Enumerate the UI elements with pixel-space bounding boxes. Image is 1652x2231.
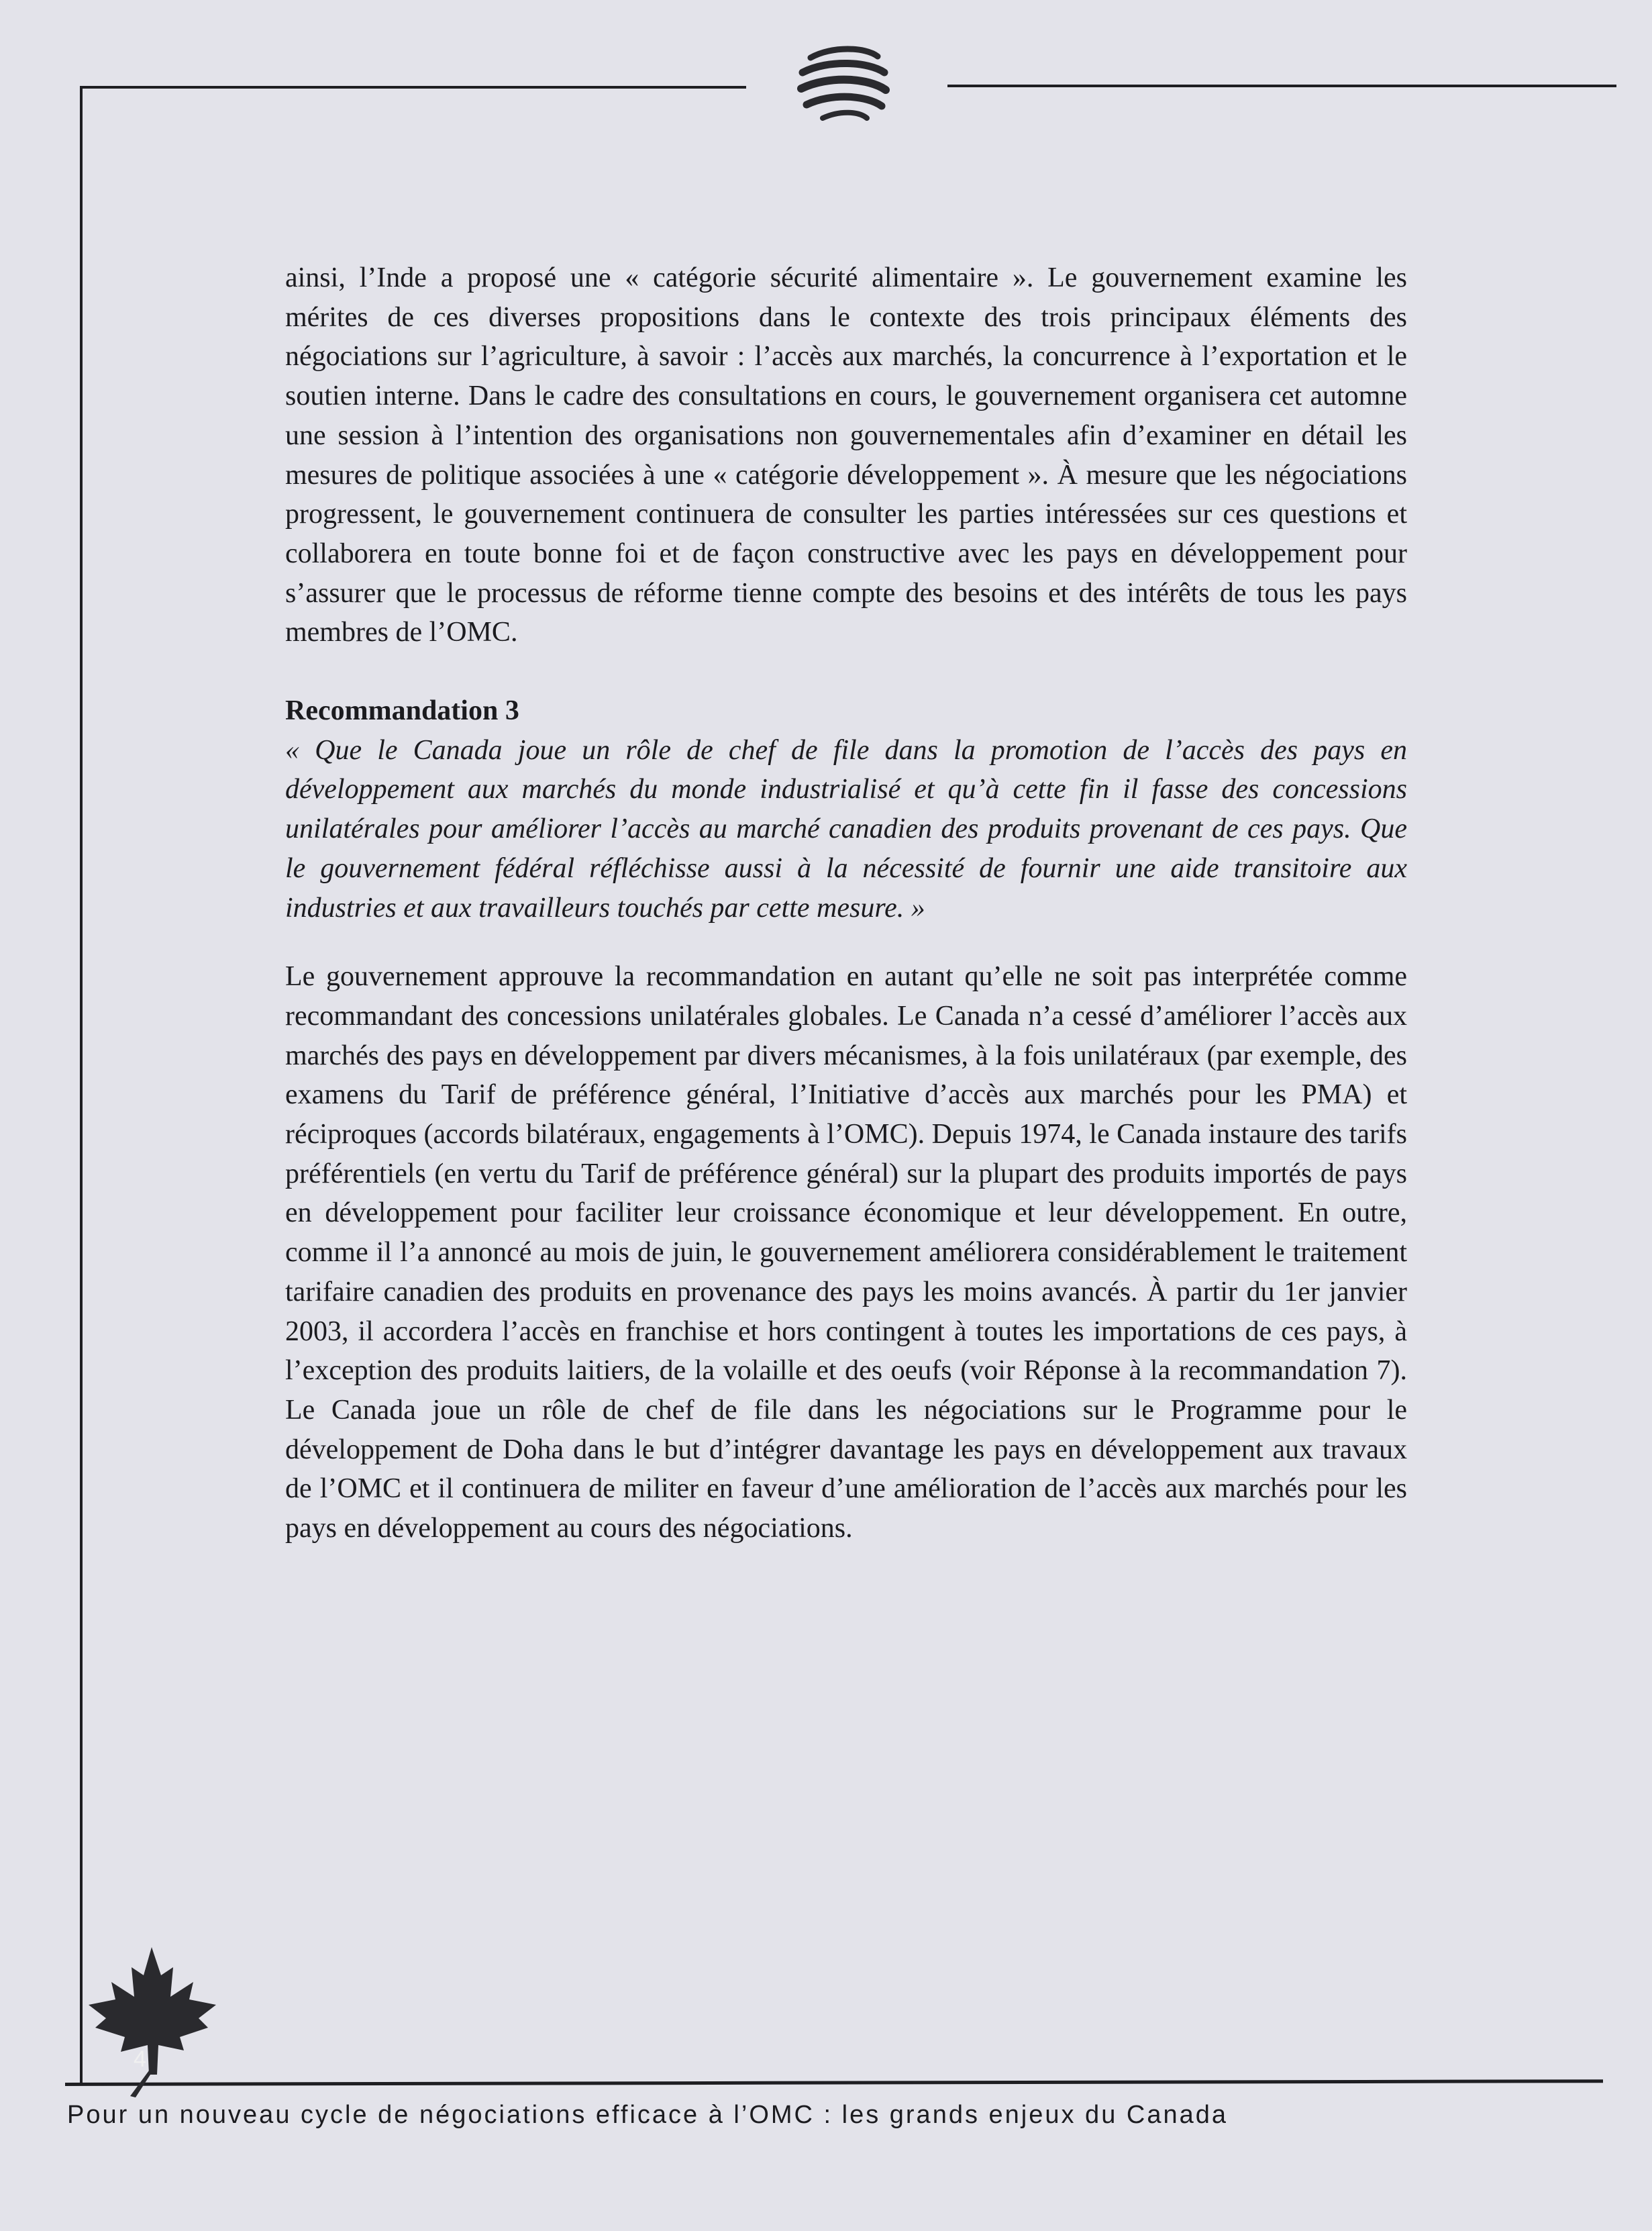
paragraph-1: ainsi, l’Inde a proposé une « catégorie sécurité alimentaire ». Le gouvernement examine les mérites de ces diverses propositions dans le contexte des trois principaux éléments des négociations sur l’agriculture, à savoir : l’accès aux marchés, la concurrence à l’exportation et le soutien interne. Dans le cadre des consultations en cours, le gouvernement organisera cet automne une session à l’intention des organisations non gouvernementales afin d’examiner en détail les mesures de politique associées à une « catégorie développement ». À mesure que les négociations progressent, le gouvernement continuera de consulter les parties intéressées sur ces questions et collaborera en toute bonne foi et de façon constructive avec les pays en développement pour s’assurer que le processus de réforme tienne compte des besoins et des intérêts de tous les pays membres de l’OMC. (285, 262, 1407, 648)
top-rule-left (81, 86, 746, 89)
maple-leaf-icon (79, 1943, 227, 2097)
page-number: 4 (134, 2046, 146, 2072)
section-heading: Recommandation 3 (285, 695, 519, 727)
paragraph-2: Le gouvernement approuve la recommandation en autant qu’elle ne soit pas interprétée comme recommandant des concessions unilatérales globales. Le Canada n’a cessé d’améliorer l’accès aux marchés des pays en développement par divers mécanismes, à la fois unilatéraux (par exemple, des examens du Tarif de préférence général, l’Initiative d’accès aux marchés pour les PMA) et réciproques (accords bilatéraux, engagements à l’OMC). Depuis 1974, le Canada instaure des tarifs préférentiels (en vertu du Tarif de préférence général) sur la plupart des produits importés de pays en développement pour faciliter leur croissance économique et leur développement. En outre, comme il l’a annoncé au mois de juin, le gouvernement améliorera considérablement le traitement tarifaire canadien des produits en provenance des pays les moins avancés. À partir du 1er janvier 2003, il accordera l’accès en franchise et hors contingent à toutes les importations de ces pays, à l’exception des produits laitiers, de la volaille et des oeufs (voir Réponse à la recommandation 7). Le Canada joue un rôle de chef de file dans les négociations sur le Programme pour le développement de Doha dans le but d’intégrer davantage les pays en développement aux travaux de l’OMC et il continuera de militer en faveur d’une amélioration de l’accès aux marchés pour les pays en développement au cours des négociations. (285, 961, 1407, 1544)
footer-title: Pour un nouveau cycle de négociations efficace à l’OMC : les grands enjeux du Canada (67, 2101, 1228, 2129)
left-rule (80, 86, 83, 2083)
recommendation-quote: « Que le Canada joue un rôle de chef de file dans la promotion de l’accès des pays en développement aux marchés du monde industrialisé et qu’à cette fin il fasse des concessions unilatérales pour améliorer l’accès au marché canadien des produits provenant de ces pays. Que le gouvernement fédéral réfléchisse aussi à la nécessité de fournir une aide transitoire aux industries et aux travailleurs touchés par cette mesure. » (285, 734, 1407, 924)
main-text (285, 258, 1407, 1548)
top-rule-right (947, 85, 1616, 87)
wto-logo-icon (792, 39, 899, 126)
bottom-rule (65, 2079, 1603, 2086)
